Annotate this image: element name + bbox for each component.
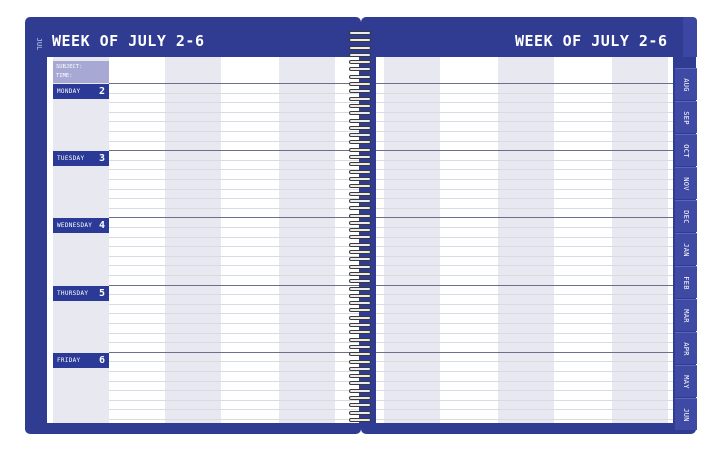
ruled-line: [109, 361, 359, 362]
spiral-ring: [346, 351, 374, 357]
ruled-line: [376, 160, 673, 161]
spiral-ring: [346, 380, 374, 386]
ruled-line: [109, 400, 359, 401]
ruled-line: [109, 381, 359, 382]
spiral-ring: [346, 52, 374, 58]
ruled-line: [376, 227, 673, 228]
ruled-line: [109, 409, 359, 410]
spiral-ring: [346, 45, 374, 51]
ruled-line: [109, 93, 359, 94]
month-tab-dec[interactable]: DEC: [675, 200, 697, 232]
day-divider-line: [376, 352, 673, 353]
day-name: TUESDAY: [57, 155, 85, 162]
month-tab-nov[interactable]: NOV: [675, 167, 697, 199]
ruled-line: [109, 131, 359, 132]
spiral-ring: [346, 249, 374, 255]
ruled-line: [376, 304, 673, 305]
ruled-line: [109, 371, 359, 372]
day-name: FRIDAY: [57, 357, 81, 364]
spiral-ring: [346, 205, 374, 211]
spiral-ring: [346, 315, 374, 321]
ruled-line: [109, 313, 359, 314]
day-label-tuesday: [53, 151, 109, 166]
spiral-ring: [346, 132, 374, 138]
ruled-line: [376, 189, 673, 190]
spiral-ring: [346, 395, 374, 401]
ruled-line: [376, 381, 673, 382]
ruled-line: [109, 256, 359, 257]
ruled-line: [376, 371, 673, 372]
month-tab-mar[interactable]: MAR: [675, 299, 697, 331]
spiral-ring: [346, 402, 374, 408]
spiral-ring: [346, 74, 374, 80]
day-number: 2: [98, 86, 105, 97]
top-edge-tab: [683, 17, 697, 57]
month-tab-aug[interactable]: AUG: [675, 68, 697, 100]
time-label: TIME:: [56, 73, 73, 79]
spiral-ring: [346, 300, 374, 306]
ruled-line: [376, 400, 673, 401]
ruled-line: [109, 227, 359, 228]
spiral-ring: [346, 307, 374, 313]
ruled-line: [109, 179, 359, 180]
month-tab-oct[interactable]: OCT: [675, 134, 697, 166]
ruled-line: [109, 160, 359, 161]
ruled-line: [376, 342, 673, 343]
left-page-title: WEEK OF JULY 2-6: [52, 32, 205, 50]
ruled-line: [109, 198, 359, 199]
spiral-ring: [346, 278, 374, 284]
spiral-ring: [346, 147, 374, 153]
spiral-ring: [346, 227, 374, 233]
spiral-ring: [346, 176, 374, 182]
day-divider-line: [376, 83, 673, 84]
day-divider-line: [109, 217, 359, 218]
ruled-line: [109, 342, 359, 343]
spiral-ring: [346, 103, 374, 109]
ruled-line: [376, 313, 673, 314]
ruled-line: [376, 198, 673, 199]
day-label-wednesday: [53, 218, 109, 233]
ruled-line: [376, 102, 673, 103]
ruled-line: [376, 419, 673, 420]
ruled-line: [109, 304, 359, 305]
day-label-friday: [53, 353, 109, 368]
spiral-ring: [346, 191, 374, 197]
spiral-ring: [346, 344, 374, 350]
ruled-line: [109, 294, 359, 295]
spiral-ring: [346, 329, 374, 335]
day-number: 5: [98, 288, 105, 299]
spiral-ring: [346, 183, 374, 189]
current-month-tab[interactable]: JUL: [35, 37, 43, 51]
spiral-ring: [346, 293, 374, 299]
spiral-ring: [346, 271, 374, 277]
ruled-line: [109, 333, 359, 334]
ruled-line: [109, 246, 359, 247]
ruled-line: [109, 275, 359, 276]
ruled-line: [109, 189, 359, 190]
day-divider-line: [109, 150, 359, 151]
spiral-ring: [346, 373, 374, 379]
day-number: 4: [98, 220, 105, 231]
spiral-ring: [346, 366, 374, 372]
spiral-ring: [346, 410, 374, 416]
ruled-line: [376, 246, 673, 247]
day-divider-line: [376, 285, 673, 286]
ruled-line: [109, 141, 359, 142]
ruled-line: [376, 112, 673, 113]
spiral-ring: [346, 37, 374, 43]
day-name: THURSDAY: [57, 290, 89, 297]
month-tab-may[interactable]: MAY: [675, 365, 697, 397]
day-label-column: [53, 57, 109, 423]
subject-label: SUBJECT:: [56, 64, 83, 70]
spiral-ring: [346, 110, 374, 116]
ruled-line: [376, 121, 673, 122]
spiral-ring: [346, 264, 374, 270]
spiral-ring: [346, 242, 374, 248]
day-divider-line: [109, 285, 359, 286]
spiral-ring: [346, 220, 374, 226]
spiral-ring: [346, 256, 374, 262]
spiral-ring: [346, 161, 374, 167]
spiral-ring: [346, 234, 374, 240]
ruled-line: [376, 323, 673, 324]
ruled-line: [376, 361, 673, 362]
spiral-ring: [346, 66, 374, 72]
spiral-ring: [346, 359, 374, 365]
ruled-line: [376, 93, 673, 94]
subject-time-box: [53, 61, 109, 83]
month-tabs: [675, 57, 699, 423]
month-tab-jun[interactable]: JUN: [675, 398, 697, 430]
spiral-ring: [346, 198, 374, 204]
ruled-line: [376, 237, 673, 238]
right-page: [376, 57, 673, 423]
ruled-line: [376, 265, 673, 266]
day-number: 3: [98, 153, 105, 164]
month-tab-feb[interactable]: FEB: [675, 266, 697, 298]
ruled-line: [376, 390, 673, 391]
spiral-ring: [346, 417, 374, 423]
day-divider-line: [376, 217, 673, 218]
spiral-ring: [346, 213, 374, 219]
spiral-ring: [346, 96, 374, 102]
ruled-line: [376, 333, 673, 334]
spiral-ring: [346, 139, 374, 145]
ruled-line: [376, 409, 673, 410]
spiral-ring: [346, 154, 374, 160]
day-divider-line: [376, 150, 673, 151]
ruled-line: [376, 294, 673, 295]
month-tab-jan[interactable]: JAN: [675, 233, 697, 265]
left-page: [47, 57, 359, 423]
day-label-thursday: [53, 286, 109, 301]
ruled-line: [376, 208, 673, 209]
month-tab-sep[interactable]: SEP: [675, 101, 697, 133]
day-label-monday: [53, 84, 109, 99]
ruled-line: [109, 390, 359, 391]
ruled-line: [376, 141, 673, 142]
spiral-ring: [346, 125, 374, 131]
month-tab-apr[interactable]: APR: [675, 332, 697, 364]
right-page-title: WEEK OF JULY 2-6: [515, 32, 668, 50]
spiral-ring: [346, 337, 374, 343]
ruled-line: [109, 237, 359, 238]
spiral-ring: [346, 59, 374, 65]
spiral-ring: [346, 169, 374, 175]
day-number: 6: [98, 355, 105, 366]
day-divider-line: [109, 83, 359, 84]
ruled-line: [376, 179, 673, 180]
ruled-line: [109, 419, 359, 420]
spiral-ring: [346, 322, 374, 328]
spiral-ring: [346, 388, 374, 394]
ruled-line: [376, 131, 673, 132]
day-name: MONDAY: [57, 88, 81, 95]
ruled-line: [109, 102, 359, 103]
spiral-ring: [346, 81, 374, 87]
ruled-line: [109, 169, 359, 170]
ruled-line: [109, 208, 359, 209]
ruled-line: [109, 265, 359, 266]
day-name: WEDNESDAY: [57, 222, 93, 229]
ruled-line: [376, 275, 673, 276]
day-divider-line: [109, 352, 359, 353]
spiral-ring: [346, 118, 374, 124]
ruled-line: [376, 256, 673, 257]
spiral-ring: [346, 286, 374, 292]
ruled-line: [109, 323, 359, 324]
ruled-line: [109, 121, 359, 122]
spiral-ring: [346, 88, 374, 94]
spiral-ring: [346, 30, 374, 36]
ruled-line: [109, 112, 359, 113]
ruled-line: [376, 169, 673, 170]
